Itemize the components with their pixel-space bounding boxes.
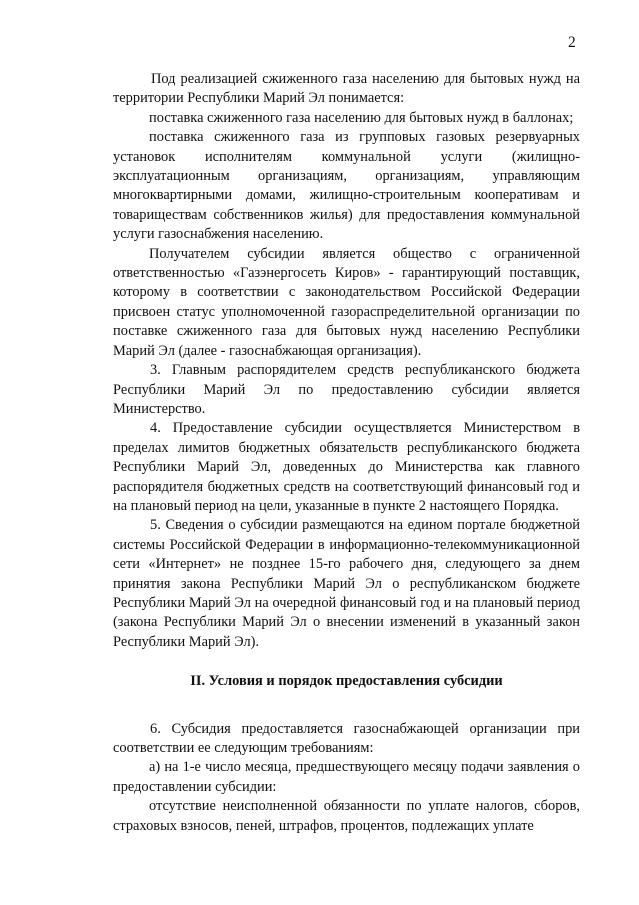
- paragraph-definition: Под реализацией сжиженного газа населению для бытовых нужд на территории Республики Марий Эл понимается:: [113, 71, 580, 107]
- paragraph-item-6a: а) на 1-е число месяца, предшествующего месяцу подачи заявления о предоставлении субсидии:: [113, 759, 580, 795]
- paragraph-item-3: 3. Главным распорядителем средств республиканского бюджета Республики Марий Эл по предоставлению субсидии является Министерство.: [113, 362, 580, 417]
- paragraph-item-4: 4. Предоставление субсидии осуществляется Министерством в пределах лимитов бюджетных обязательств республиканского бюджета Республики Марий Эл, доведенных до Министерства как главного распорядителя бюджетных средств на соответствующий финансовый год и на плановый период на цели, указанные в пункте 2 настоящего Порядка.: [113, 420, 580, 514]
- paragraph-item-5: 5. Сведения о субсидии размещаются на едином портале бюджетной системы Российской Федерации в информационно-телекоммуникационной сети «Интернет» не позднее 15-го рабочего дня, следующего за днем принятия закона Республики Марий Эл о республиканском бюджете Республики Марий Эл на очередной финансовый год и на плановый период (закона Республики Марий Эл о внесении изменений в указанный закон Республики Марий Эл).: [113, 517, 580, 650]
- paragraph-cylinders: поставка сжиженного газа населению для бытовых нужд в баллонах;: [149, 109, 574, 126]
- paragraph-recipient: Получателем субсидии является общество с ограниченной ответственностью «Газэнергосеть Киров» - гарантирующий поставщик, которому в соответствии с законодательством Российской Федерации присвоен статус уполномоченной газораспределительной организации по поставке сжиженного газа для бытовых нужд населению Республики Марий Эл (далее - газоснабжающая организация).: [113, 245, 580, 359]
- paragraph-no-debts: отсутствие неисполненной обязанности по уплате налогов, сборов, страховых взносов, пеней, штрафов, процентов, подлежащих уплате: [113, 798, 580, 834]
- paragraph-item-6: 6. Субсидия предоставляется газоснабжающей организации при соответствии ее следующим требованиям:: [113, 720, 580, 756]
- section-heading: II. Условия и порядок предоставления субсидии: [190, 673, 503, 690]
- document-body: [113, 70, 580, 836]
- paragraph-group-installations: поставка сжиженного газа из групповых газовых резервуарных установок исполнителям коммунальной услуги (жилищно-эксплуатационным организациям, организациям, управляющим многоквартирными домами, жилищно-строительным кооперативам и товариществам собственников жилья) для предоставления коммунальной услуги газоснабжения населению.: [113, 129, 580, 243]
- page-number: 2: [568, 34, 576, 51]
